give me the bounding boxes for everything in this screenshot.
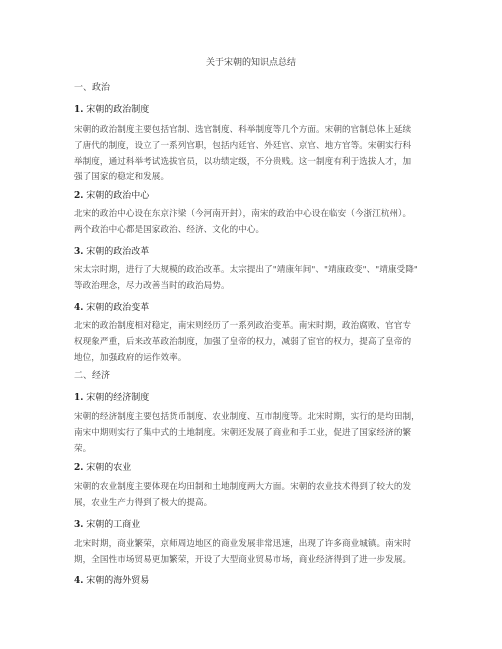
paragraph [74,480,434,512]
subsection-heading [74,190,149,202]
paragraph-line: 等政治理念，尽力改善当时的政治局势。 [74,280,230,291]
subsection-number: 3. [74,247,84,257]
paragraph-line: 宋朝的经济制度主要包括货币制度、农业制度、互市制度等。北宋时期，实行的是均田制， [74,412,420,422]
paragraph-line: 权现象严重，后来改革政治制度，加强了皇帝的权力，减弱了宦官的权力，提高了皇帝的 [74,336,412,347]
paragraph-line: 了唐代的制度，设立了一系列官职，包括内廷官、外廷官、京官、地方官等。宋朝实行科 [74,140,412,151]
subsection-number: 4. [74,576,84,586]
subsection-number: 4. [74,303,84,313]
paragraph-line: 北宋的政治中心设在东京汴梁（今河南开封），南宋的政治中心设在临安（今浙江杭州）。 [74,209,412,219]
document-title: 关于宋朝的知识点总结 [205,58,296,68]
paragraph-line: 地位，加强政府的运作效率。 [74,352,187,363]
paragraph [74,263,434,295]
subsection-heading [74,519,140,531]
paragraph-line: 两个政治中心都是国家政治、经济、文化的中心。 [74,224,265,235]
subsection-heading [74,575,149,587]
subsection-title: 宋朝的政治变革 [86,303,150,313]
paragraph-line: 北宋的政治制度相对稳定，南宋则经历了一系列政治变革。南宋时期，政治腐败、官官专 [74,321,412,331]
subsection-heading [74,392,149,404]
section-heading-economy: 二、经济 [74,371,111,381]
subsection-title: 宋朝的海外贸易 [86,576,150,586]
subsection-heading [74,462,131,474]
subsection-title: 宋朝的农业 [86,463,132,473]
subsection-number: 2. [74,191,84,201]
subsection-title: 宋朝的工商业 [86,520,141,530]
paragraph-line: 荣。 [74,443,92,454]
section-heading-politics: 一、政治 [74,83,111,93]
subsection-title: 宋朝的政治中心 [86,191,150,201]
paragraph-line: 举制度，通过科举考试选拔官员，以功绩定级，不分贵贱。这一制度有利于选拔人才，加 [74,156,412,167]
paragraph-line: 宋朝的农业制度主要体现在均田制和土地制度两大方面。宋朝的农业技术得到了较大的发 [74,482,412,492]
subsection-heading [74,104,149,116]
subsection-title: 宋朝的政治制度 [86,105,150,115]
subsection-number: 2. [74,463,84,473]
paragraph [74,123,434,186]
paragraph-line: 宋太宗时期，进行了大规模的政治改革。太宗提出了"靖康年间"、"靖康政变"、"靖康受降" [74,265,418,275]
paragraph [74,319,434,366]
subsection-title: 宋朝的政治改革 [86,247,150,257]
subsection-number: 1. [74,393,84,403]
paragraph [74,207,434,239]
paragraph-line: 强了国家的稳定和发展。 [74,172,170,183]
paragraph-line: 北宋时期，商业繁荣，京师周边地区的商业发展非常迅速，出现了许多商业城镇。南宋时 [74,539,412,549]
paragraph-line: 期，全国性市场贸易更加繁荣，开设了大型商业贸易市场，商业经济得到了进一步发展。 [74,554,412,565]
subsection-heading [74,246,149,258]
paragraph [74,537,434,569]
paragraph-line: 南宋中期则实行了集中式的土地制度。宋朝还发展了商业和手工业，促进了国家经济的繁 [74,427,412,438]
paragraph [74,410,434,457]
subsection-title: 宋朝的经济制度 [86,393,150,403]
subsection-number: 1. [74,105,84,115]
subsection-number: 3. [74,520,84,530]
paragraph-line: 宋朝的政治制度主要包括官制、选官制度、科举制度等几个方面。宋朝的官制总体上延续 [74,125,412,135]
paragraph-line: 展，农业生产力得到了极大的提高。 [74,497,213,508]
subsection-heading [74,302,149,314]
